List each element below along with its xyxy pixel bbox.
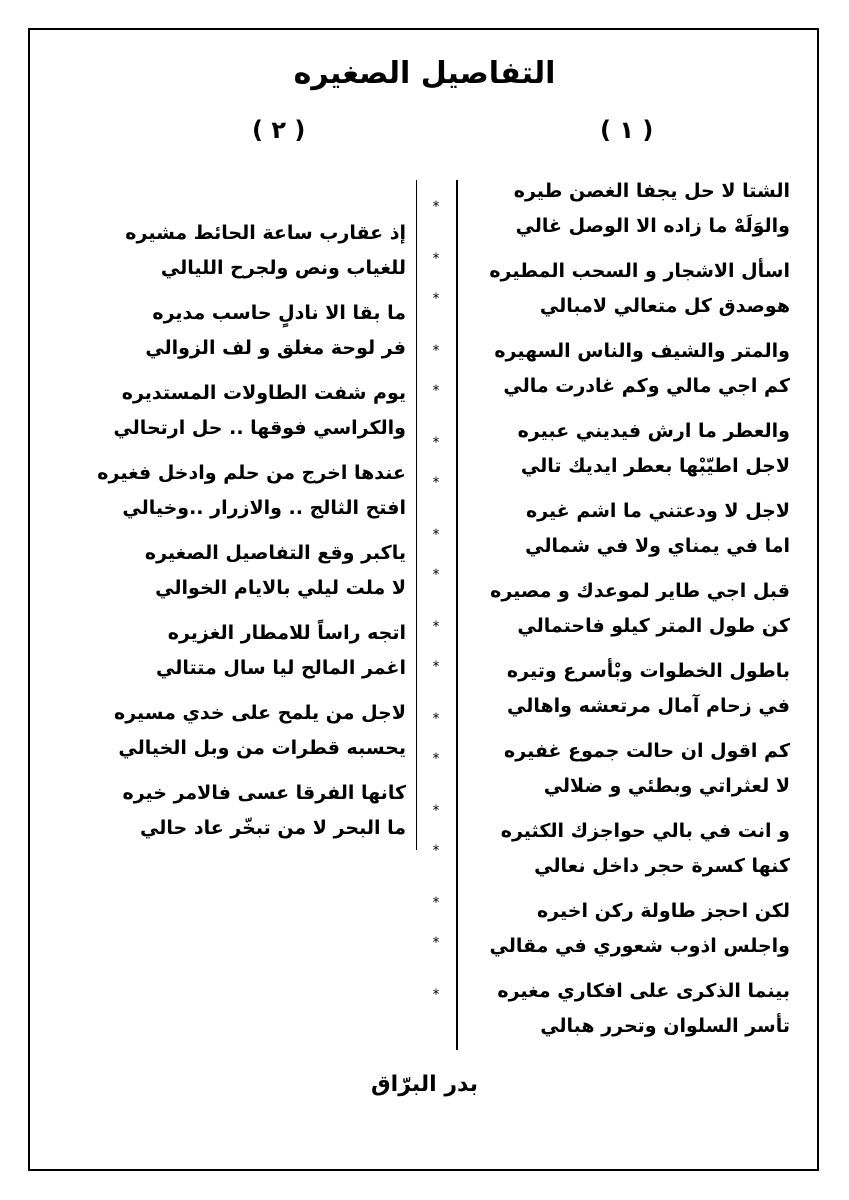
stanza: [468, 654, 790, 724]
verse-line: عندها اخرج من حلم وادخل فغيره: [97, 462, 406, 484]
star-mark: *: [432, 987, 440, 1003]
stanza: [468, 334, 790, 404]
poem-column-1: [468, 174, 790, 1054]
stanza: [468, 254, 790, 324]
stanza: [68, 456, 406, 526]
poem-column-2: [68, 216, 406, 856]
verse-line: لا لعثراتي وبطئي و ضلالي: [543, 775, 790, 797]
verse-line: إذ عقارب ساعة الحائط مشيره: [125, 222, 406, 244]
verse-line: والوَلَهْ ما زاده الا الوصل غالي: [515, 215, 790, 237]
page-title: التفاصيل الصغيره: [293, 56, 556, 91]
verse-line: ياكبر وقع التفاصيل الصغيره: [144, 542, 406, 564]
verse-line: ما بقا الا نادلٍ حاسب مديره: [152, 302, 406, 324]
column-divider-left: [416, 180, 417, 850]
verse-line: ما البحر لا من تبخّر عاد حالي: [140, 817, 406, 839]
verse-line: والعطر ما ارش فيديني عبيره: [517, 420, 790, 442]
verse-line: يحسبه قطرات من وبل الخيالي: [118, 737, 406, 759]
stanza: [68, 616, 406, 686]
star-mark: *: [432, 251, 440, 267]
stanza: [68, 376, 406, 446]
verse-line: بينما الذكرى على افكاري مغيره: [497, 980, 790, 1002]
verse-line: لاجل من يلمح على خدي مسيره: [114, 702, 406, 724]
verse-line: لا ملت ليلي بالايام الخوالي: [155, 577, 406, 599]
stanza: [468, 734, 790, 804]
verse-line: يوم شفت الطاولات المستديره: [121, 382, 406, 404]
star-mark: *: [432, 803, 440, 819]
star-mark: *: [432, 383, 440, 399]
verse-line: باطول الخطوات وبْأسرع وتيره: [506, 660, 790, 682]
column-divider: [456, 180, 458, 1050]
stanza: [468, 894, 790, 964]
verse-line: فر لوحة مغلق و لف الزوالي: [145, 337, 406, 359]
verse-line: كم اجي مالي وكم غادرت مالي: [503, 375, 790, 397]
stanza: [468, 174, 790, 244]
verse-line: افتح الثالج .. والازرار ..وخيالي: [122, 497, 406, 519]
verse-line: هوصدق كل متعالي لامبالي: [539, 295, 790, 317]
star-mark: *: [432, 199, 440, 215]
stanza: [68, 536, 406, 606]
verse-line: كانها الفرقا عسى فالامر خيره: [122, 782, 406, 804]
verse-line: لاجل لا ودعتني ما اشم غيره: [525, 500, 790, 522]
verse-line: اتجه راساً للامطار الغزيره: [167, 622, 406, 644]
verse-line: تأسر السلوان وتحرر هبالي: [540, 1015, 790, 1037]
stanza: [468, 974, 790, 1044]
verse-line: والمتر والشيف والناس السهيره: [494, 340, 790, 362]
verse-line: اما في يمناي ولا في شمالي: [525, 535, 790, 557]
verse-line: كم اقول ان حالت جموع غفيره: [504, 740, 790, 762]
star-mark: *: [432, 343, 440, 359]
star-mark: *: [432, 435, 440, 451]
stanza: [68, 776, 406, 846]
verse-line: واجلس اذوب شعوري في مقالي: [489, 935, 790, 957]
stanza: [468, 414, 790, 484]
verse-line: قبل اجي طاير لموعدك و مصيره: [490, 580, 790, 602]
star-mark: *: [432, 711, 440, 727]
author-signature: بدر البرّاق: [371, 1072, 478, 1097]
stanza: [68, 296, 406, 366]
stanza: [468, 574, 790, 644]
verse-line: و انت في بالي حواجزك الكثيره: [500, 820, 790, 842]
star-mark: *: [432, 751, 440, 767]
star-mark: *: [432, 895, 440, 911]
star-mark: *: [432, 291, 440, 307]
star-mark: *: [432, 527, 440, 543]
star-mark: *: [432, 843, 440, 859]
verse-line: كنها كسرة حجر داخل نعالي: [534, 855, 790, 877]
verse-line: والكراسي فوقها .. حل ارتحالي: [113, 417, 406, 439]
verse-line: اسأل الاشجار و السحب المطيره: [489, 260, 790, 282]
star-mark: *: [432, 659, 440, 675]
stanza: [468, 494, 790, 564]
verse-line: الشتا لا حل يجفا الغصن طيره: [513, 180, 790, 202]
section-number-1: ( ١ ): [600, 116, 654, 144]
stanza: [68, 696, 406, 766]
verse-line: لكن احجز طاولة ركن اخيره: [536, 900, 790, 922]
verse-line: لاجل اطيّبْها بعطر ايديك تالي: [520, 455, 790, 477]
verse-line: للغياب ونص ولجرح الليالي: [160, 257, 406, 279]
star-mark: *: [432, 619, 440, 635]
verse-line: اغمر المالح ليا سال متتالي: [156, 657, 406, 679]
star-mark: *: [432, 475, 440, 491]
stanza: [68, 216, 406, 286]
stanza: [468, 814, 790, 884]
section-number-2: ( ٢ ): [252, 116, 306, 144]
star-mark: *: [432, 935, 440, 951]
verse-line: كن طول المتر كيلو فاحتمالي: [517, 615, 790, 637]
verse-line: في زحام آمال مرتعشه واهالي: [507, 695, 790, 717]
star-mark: *: [432, 567, 440, 583]
